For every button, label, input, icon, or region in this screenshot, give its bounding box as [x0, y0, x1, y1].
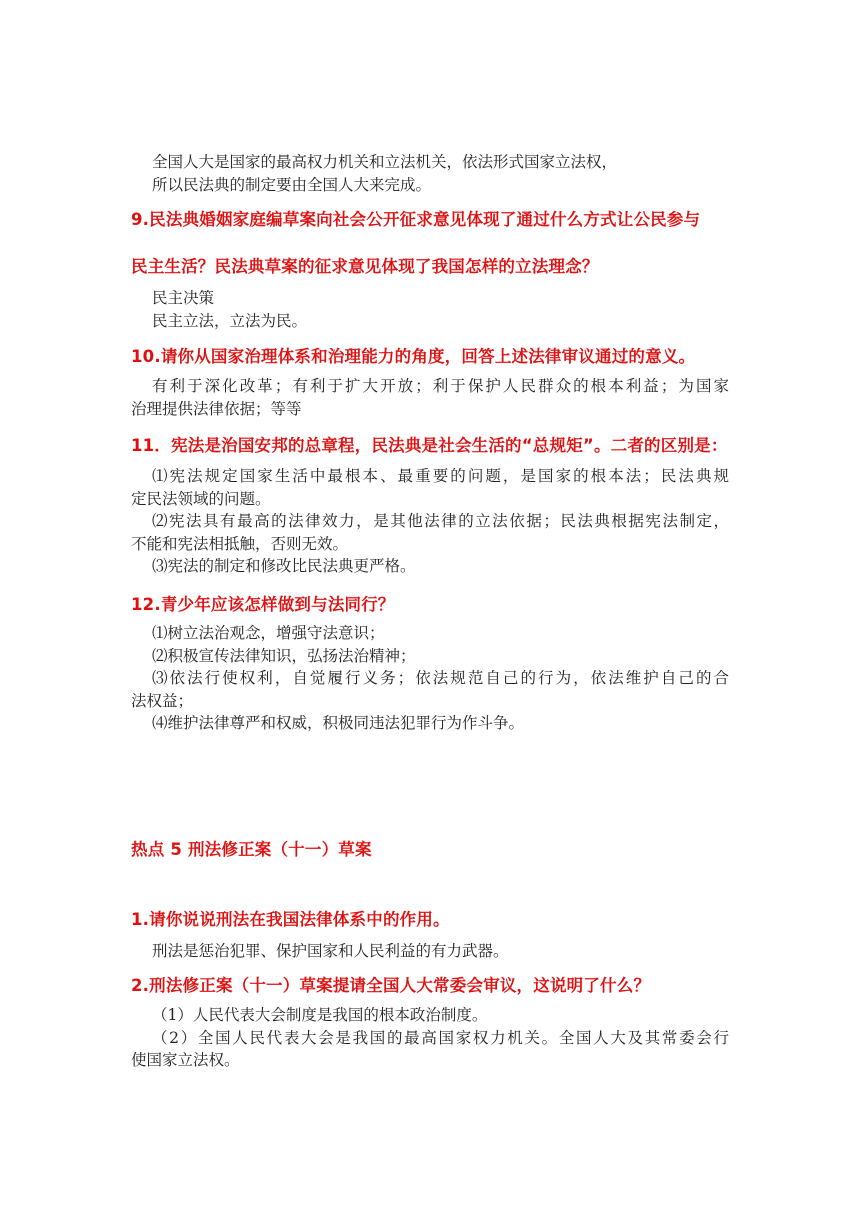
answer-line: 治理提供法律依据；等等 — [131, 399, 302, 418]
q9-answer — [152, 287, 307, 332]
answer-line: ⑶宪法的制定和修改比民法典更严格。 — [152, 557, 416, 575]
answer-line: （1）人民代表大会制度是我国的根本政治制度。 — [152, 1006, 488, 1024]
answer-line: ⑵宪法具有最高的法律效力，是其他法律的立法依据；民法典根据宪法制定， — [152, 512, 729, 530]
answer-line: 不能和宪法相抵触，否则无效。 — [131, 534, 349, 553]
answer-line: （2）全国人民代表大会是我国的最高国家权力机关。全国人大及其常委会行 — [152, 1028, 729, 1047]
q10-title: 10.请你从国家治理体系和治理能力的角度，回答上述法律审议通过的意义。 — [131, 347, 696, 366]
intro-line: 全国人大是国家的最高权力机关和立法机关，依法形式国家立法权， — [152, 153, 618, 171]
answer-line: 刑法是惩治犯罪、保护国家和人民利益的有力武器。 — [152, 942, 509, 960]
q11-title: 11．宪法是治国安邦的总章程，民法典是社会生活的“总规矩”。二者的区别是： — [131, 436, 728, 455]
answer-line: ⑵积极宣传法律知识，弘扬法治精神； — [152, 646, 416, 665]
answer-line: 使国家立法权。 — [131, 1051, 240, 1069]
q9-title-line-2: 民主生活？民法典草案的征求意见体现了我国怎样的立法理念？ — [131, 257, 599, 276]
h2-title: 2.刑法修正案（十一）草案提请全国人大常委会审议，这说明了什么？ — [131, 976, 651, 995]
answer-line: ⑴树立法治观念，增强守法意识； — [152, 624, 385, 642]
h1-title: 1.请你说说刑法在我国法律体系中的作用。 — [131, 910, 450, 929]
answer-line: 法权益； — [131, 691, 194, 710]
answer-line: ⑴宪法规定国家生活中最根本、最重要的问题，是国家的根本法；民法典规 — [152, 467, 729, 485]
h1-answer — [152, 940, 509, 963]
intro-paragraph — [152, 151, 617, 196]
answer-line: 民主立法，立法为民。 — [152, 311, 308, 330]
answer-line: 有利于深化改革；有利于扩大开放；利于保护人民群众的根本利益；为国家 — [152, 377, 729, 395]
q10-answer — [131, 375, 729, 420]
hot5-heading: 热点 5 刑法修正案（十一）草案 — [131, 840, 372, 859]
q9-title-line-1: 9.民法典婚姻家庭编草案向社会公开征求意见体现了通过什么方式让公民参与 — [131, 210, 701, 229]
answer-line: ⑶依法行使权利，自觉履行义务；依法规范自己的行为，依法维护自己的合 — [152, 669, 729, 687]
q12-answer — [131, 622, 729, 735]
answer-line: 定民法领域的问题。 — [131, 489, 271, 508]
answer-line: ⑷维护法律尊严和权威，积极同违法犯罪行为作斗争。 — [152, 714, 525, 732]
intro-line: 所以民法典的制定要由全国人大来完成。 — [152, 175, 432, 194]
h2-answer — [131, 1004, 729, 1072]
answer-line: 民主决策 — [152, 289, 215, 307]
q12-title: 12.青少年应该怎样做到与法同行？ — [131, 595, 395, 614]
q11-answer — [131, 465, 729, 578]
